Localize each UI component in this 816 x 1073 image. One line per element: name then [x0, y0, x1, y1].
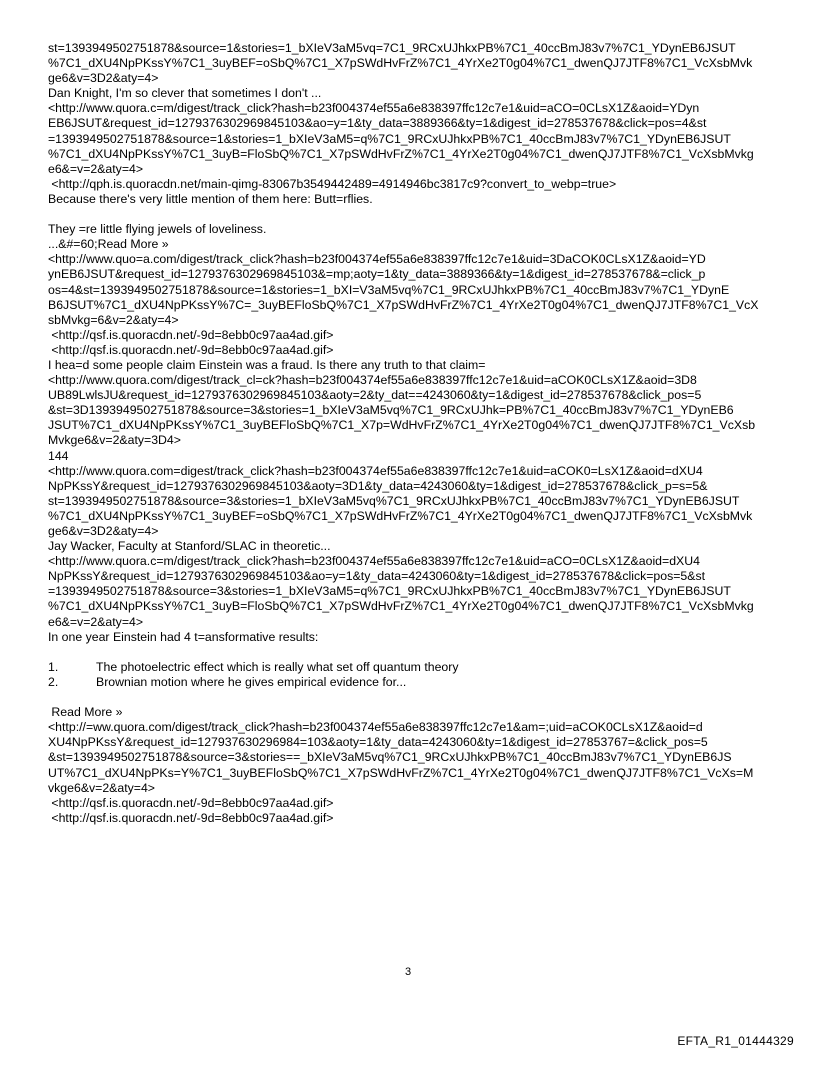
- text-line: NpPKssY&request_id=1279376302969845103&aoty=3D1&ty_data=4243060&ty=1&digest_id=278537678&click_p=s=5&: [48, 478, 708, 493]
- text-line: e6&=v=2&aty=4>: [48, 614, 144, 629]
- text-line: sbMvkg=6&v=2&aty=4>: [48, 312, 179, 327]
- text-line: <http://www.quora.c=m/digest/track_click?hash=b23f004374ef55a6e838397ffc12c7e1&uid=aCO=0CLsX1Z&aoid=YDyn: [48, 101, 700, 116]
- text-line: ynEB6JSUT&request_id=1279376302969845103&=mp;aoty=1&ty_data=3889366&ty=1&digest_id=278537678&=click_p: [48, 267, 706, 282]
- text-line: <http://qsf.is.quoracdn.net/-9d=8ebb0c97aa4ad.gif>: [48, 795, 334, 810]
- document-id-footer: EFTA_R1_01444329: [677, 1034, 794, 1048]
- text-line: They =re little flying jewels of loveliness.: [48, 222, 267, 237]
- text-line: NpPKssY&request_id=1279376302969845103&ao=y=1&ty_data=4243060&ty=1&digest_id=278537678&click=pos=5&st: [48, 569, 706, 584]
- text-line: UB89LwlsJU&request_id=1279376302969845103&aoty=2&ty_dat==4243060&ty=1&digest_id=278537678&click_pos=5: [48, 388, 702, 403]
- text-line: JSUT%7C1_dXU4NpPKssY%7C1_3uyBEFloSbQ%7C1_X7p=WdHvFrZ%7C1_4YrXe2T0g04%7C1_dwenQJ7JTF8%7C1_VcXsb: [48, 418, 756, 433]
- text-line: <http://=ww.quora.com/digest/track_click?hash=b23f004374ef55a6e838397ffc12c7e1&am=;uid=aCOK0CLsX1Z&aoid=d: [48, 720, 703, 735]
- text-block-3: [48, 705, 770, 826]
- text-line: e6&=v=2&aty=4>: [48, 161, 144, 176]
- text-line: <http://www.quora.com/digest/track_cl=ck?hash=b23f004374ef55a6e838397ffc12c7e1&uid=aCOK0CLsX1Z&aoid=3D8: [48, 373, 697, 388]
- text-line: In one year Einstein had 4 t=ansformative results:: [48, 629, 319, 644]
- text-line: ge6&v=3D2&aty=4>: [48, 524, 159, 538]
- text-line: Dan Knight, I'm so clever that sometimes I don't ...: [48, 86, 322, 101]
- text-line: %7C1_dXU4NpPKssY%7C1_3uyBEF=oSbQ%7C1_X7pSWdHvFrZ%7C1_4YrXe2T0g04%7C1_dwenQJ7JTF8%7C1_VcXsbMvk: [48, 56, 753, 71]
- text-block-1: [48, 41, 770, 207]
- text-line: %7C1_dXU4NpPKssY%7C1_3uyB=FloSbQ%7C1_X7pSWdHvFrZ%7C1_4YrXe2T0g04%7C1_dwenQJ7JTF8%7C1_VcXsbMvkg: [48, 599, 754, 614]
- text-line: st=1393949502751878&source=3&stories=1_bXIeV3aM5vq%7C1_9RCxUJhkxPB%7C1_40ccBmJ83v7%7C1_YDynEB6JSUT: [48, 493, 740, 508]
- text-line: os=4&st=1393949502751878&source=1&stories=1_bXI=V3aM5vq%7C1_9RCxUJhkxPB%7C1_40ccBmJ83v7%7C1_YDynE: [48, 282, 730, 297]
- page-number: 3: [404, 966, 412, 978]
- paragraph-gap: [48, 207, 770, 222]
- list-item-text: Brownian motion where he gives empirical evidence for...: [96, 674, 407, 689]
- text-line: Mvkge6&v=2&aty=3D4>: [48, 433, 181, 448]
- text-line: I hea=d some people claim Einstein was a fraud. Is there any truth to that claim=: [48, 357, 486, 372]
- text-line: <http://qph.is.quoracdn.net/main-qimg-83067b3549442489=4914946bc3817c9?convert_to_webp=true>: [48, 176, 617, 191]
- text-line: =1393949502751878&source=3&stories=1_bXIeV3aM5=q%7C1_9RCxUJhkxPB%7C1_40ccBmJ83v7%7C1_YDynEB6JSUT: [48, 584, 731, 599]
- text-line: <http://qsf.is.quoracdn.net/-9d=8ebb0c97aa4ad.gif>: [48, 342, 334, 357]
- text-line: <http://www.quora.com=digest/track_click?hash=b23f004374ef55a6e838397ffc12c7e1&uid=aCOK0=LsX1Z&aoid=dXU4: [48, 463, 703, 478]
- list-item-text: The photoelectric effect which is really what set off quantum theory: [96, 659, 459, 674]
- text-line: B6JSUT%7C1_dXU4NpPKssY%7C=_3uyBEFloSbQ%7C1_X7pSWdHvFrZ%7C1_4YrXe2T0g04%7C1_dwenQJ7JTF8%7C1_VcX: [48, 297, 759, 312]
- text-line: &st=1393949502751878&source=3&stories==_bXIeV3aM5vq%7C1_9RCxUJhkxPB%7C1_40ccBmJ83v7%7C1_YDynEB6JS: [48, 750, 732, 765]
- text-line: &st=3D1393949502751878&source=3&stories=1_bXIeV3aM5vq%7C1_9RCxUJhk=PB%7C1_40ccBmJ83v7%7C1_YDynEB6: [48, 403, 734, 418]
- text-line: ...&#=60;Read More »: [48, 237, 169, 252]
- text-line: %7C1_dXU4NpPKssY%7C1_3uyB=FloSbQ%7C1_X7pSWdHvFrZ%7C1_4YrXe2T0g04%7C1_dwenQJ7JTF8%7C1_VcXsbMvkg: [48, 146, 754, 161]
- paragraph-gap: [48, 690, 770, 705]
- text-line: %7C1_dXU4NpPKssY%7C1_3uyBEF=oSbQ%7C1_X7pSWdHvFrZ%7C1_4YrXe2T0g04%7C1_dwenQJ7JTF8%7C1_VcXsbMvk: [48, 508, 753, 523]
- list-item: [48, 660, 770, 675]
- numbered-list: [48, 660, 770, 690]
- text-line: Jay Wacker, Faculty at Stanford/SLAC in theoretic...: [48, 539, 331, 554]
- text-line: =1393949502751878&source=1&stories=1_bXIeV3aM5=q%7C1_9RCxUJhkxPB%7C1_40ccBmJ83v7%7C1_YDynEB6JSUT: [48, 131, 731, 146]
- text-block-2: [48, 222, 770, 645]
- text-line: XU4NpPKssY&request_id=127937630296984=103&aoty=1&ty_data=4243060&ty=1&digest_id=27853767=&click_pos=5: [48, 735, 708, 750]
- text-line: vkge6&v=2&aty=4>: [48, 780, 155, 795]
- text-line: UT%7C1_dXU4NpPKs=Y%7C1_3uyBEFloSbQ%7C1_X7pSWdHvFrZ%7C1_4YrXe2T0g04%7C1_dwenQJ7JTF8%7C1_VcXs=M: [48, 765, 754, 780]
- text-line: Read More »: [48, 705, 123, 720]
- list-item: [48, 675, 770, 690]
- text-line: st=1393949502751878&source=1&stories=1_bXIeV3aM5vq=7C1_9RCxUJhkxPB%7C1_40ccBmJ83v7%7C1_YDynEB6JSUT: [48, 41, 736, 55]
- list-item-number: 1.: [48, 659, 59, 674]
- document-body: [48, 41, 770, 826]
- paragraph-gap: [48, 645, 770, 660]
- text-line: <http://qsf.is.quoracdn.net/-9d=8ebb0c97aa4ad.gif>: [48, 810, 334, 825]
- text-line: Because there's very little mention of them here: Butt=rflies.: [48, 191, 373, 206]
- text-line: <http://www.quora.c=m/digest/track_click?hash=b23f004374ef55a6e838397ffc12c7e1&uid=aCO=0CLsX1Z&aoid=dXU4: [48, 554, 700, 569]
- list-item-number: 2.: [48, 674, 59, 689]
- text-line: <http://www.quo=a.com/digest/track_click?hash=b23f004374ef55a6e838397ffc12c7e1&uid=3DaCOK0CLsX1Z&aoid=YD: [48, 252, 706, 267]
- text-line: ge6&v=3D2&aty=4>: [48, 71, 159, 86]
- text-line: <http://qsf.is.quoracdn.net/-9d=8ebb0c97aa4ad.gif>: [48, 327, 334, 342]
- text-line: 144: [48, 448, 69, 463]
- text-line: EB6JSUT&request_id=1279376302969845103&ao=y=1&ty_data=3889366&ty=1&digest_id=278537678&click=pos=4&st: [48, 116, 707, 131]
